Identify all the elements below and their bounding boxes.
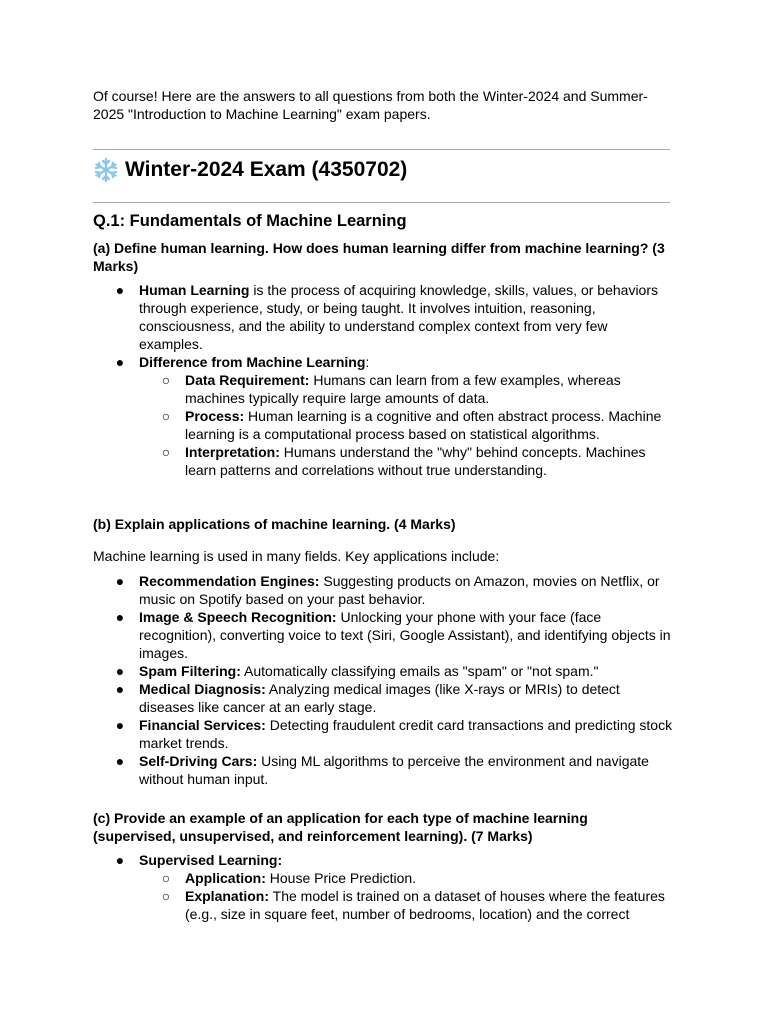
list-item [93,716,673,752]
qa-list [93,281,673,479]
list-item [93,608,673,662]
bullet-icon: ● [115,852,125,868]
circle-bullet-icon: ○ [161,372,171,388]
bullet-icon: ● [115,753,125,769]
circle-bullet-icon: ○ [161,870,171,886]
item-text: : [365,354,370,370]
intro-paragraph: Of course! Here are the answers to all questions from both the Winter-2024 and Summer-2025 "Introduction to Machine Learning" exam papers. [93,88,648,122]
document-page [93,87,673,923]
q1-title: Q.1: Fundamentals of Machine Learning [93,212,407,230]
item-term: Human Learning [139,282,250,298]
qc-sublist [139,869,673,923]
list-item [93,662,673,680]
sub-list-item [139,371,673,407]
qc-list [93,851,673,923]
item-text: Suggesting products on Amazon, movies on Netflix, or music on Spotify based on your past behavior. [139,573,660,607]
bullet-icon: ● [115,609,125,625]
bullet-icon: ● [115,282,125,298]
qb-list [93,572,673,788]
item-term: Image & Speech Recognition: [139,609,337,625]
item-term: Application: [185,870,266,886]
item-term: Financial Services: [139,717,266,733]
item-term: Data Requirement: [185,372,310,388]
sub-list-item [139,887,673,923]
circle-bullet-icon: ○ [161,408,171,424]
sub-list-item [139,407,673,443]
list-item [93,281,673,353]
divider-top [93,149,670,150]
section-title: Winter-2024 Exam (4350702) [125,158,408,181]
item-term: Medical Diagnosis: [139,681,266,697]
qc-heading: (c) Provide an example of an application for each type of machine learning (supervised, unsupervised, and reinforcement learning). (7 Marks) [93,810,588,844]
item-text: The model is trained on a dataset of houses where the features (e.g., size in square feet, number of bedrooms, location) and the correct [185,888,665,922]
list-item [93,353,673,479]
sub-list-item [139,869,673,887]
bullet-icon: ● [115,717,125,733]
snowflake-icon [93,157,119,183]
item-term: Explanation: [185,888,270,904]
item-text: Analyzing medical images (like X-rays or MRIs) to detect diseases like cancer at an early stage. [139,681,620,715]
qa-sublist [139,371,673,479]
circle-bullet-icon: ○ [161,444,171,460]
item-term: Spam Filtering: [139,663,241,679]
bullet-icon: ● [115,681,125,697]
item-term: Process: [185,408,245,424]
item-term: Recommendation Engines: [139,573,320,589]
list-item [93,851,673,923]
item-term: Interpretation: [185,444,280,460]
item-text: Humans understand the "why" behind concepts. Machines learn patterns and correlations without true understanding. [185,444,646,478]
bullet-icon: ● [115,663,125,679]
item-text: House Price Prediction. [265,870,417,886]
item-text: Humans can learn from a few examples, whereas machines typically require large amounts of data. [185,372,621,406]
qb-lead: Machine learning is used in many fields. Key applications include: [93,548,500,564]
item-text: Unlocking your phone with your face (face recognition), converting voice to text (Siri, Google Assistant), and identifying objects in images. [139,609,671,661]
qb-heading: (b) Explain applications of machine learning. (4 Marks) [93,516,456,532]
item-term: Difference from Machine Learning [139,354,366,370]
item-text: Using ML algorithms to perceive the environment and navigate without human input. [139,753,649,787]
section-heading [93,157,673,183]
item-text: Human learning is a cognitive and often abstract process. Machine learning is a computational process based on statistical algorithms. [185,408,662,442]
sub-list-item [139,443,673,479]
bullet-icon: ● [115,573,125,589]
list-item [93,680,673,716]
item-term: Supervised Learning: [139,852,283,868]
item-text: is the process of acquiring knowledge, skills, values, or behaviors through experience, study, or being taught. It involves intuition, reasoning, consciousness, and the ability to understand complex context from very few examples. [139,282,659,352]
list-item [93,752,673,788]
circle-bullet-icon: ○ [161,888,171,904]
item-text: Automatically classifying emails as "spam" or "not spam." [240,663,599,679]
bullet-icon: ● [115,354,125,370]
item-term: Self-Driving Cars: [139,753,258,769]
list-item [93,572,673,608]
item-text: Detecting fraudulent credit card transactions and predicting stock market trends. [139,717,673,751]
qa-heading: (a) Define human learning. How does human learning differ from machine learning? (3 Marks) [93,240,665,274]
divider-bottom [93,202,670,203]
